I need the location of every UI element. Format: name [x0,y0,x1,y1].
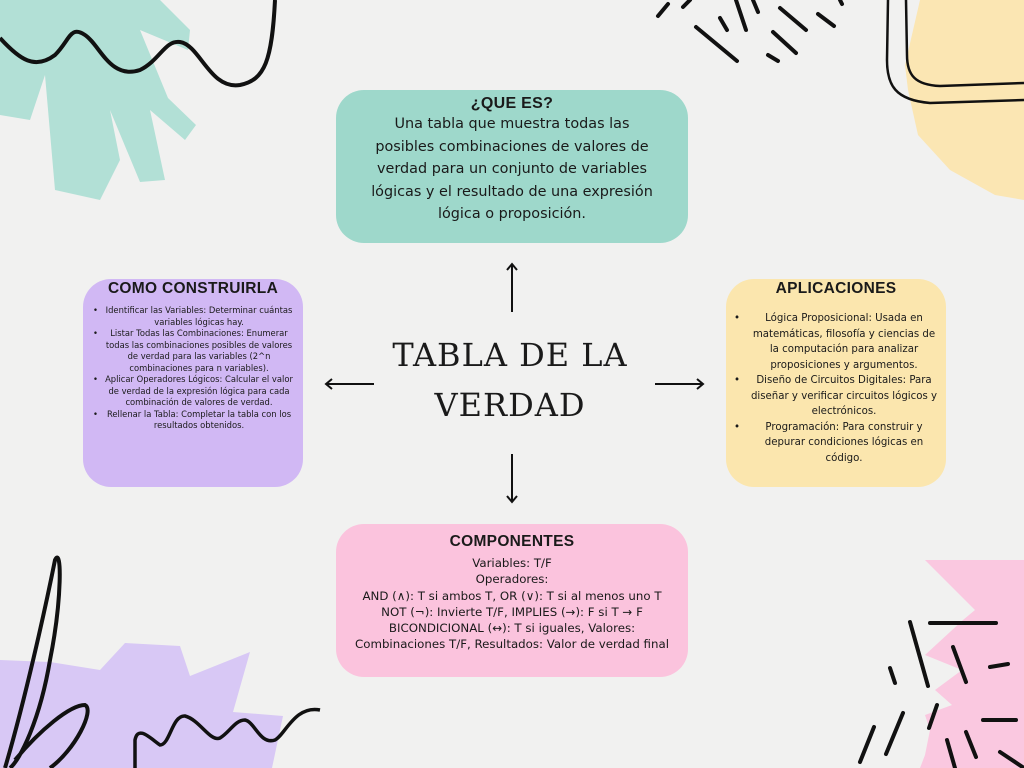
aplicaciones-list [732,311,940,466]
arrow-down-icon [504,452,520,504]
que-es-heading: ¿QUE ES? [470,95,554,112]
list-item: • Identificar las Variables: Determinar cuántas variables lógicas hay. [91,305,295,328]
que-es-body: Una tabla que muestra todas las posibles combinaciones de valores de verdad para un conjunto de variables lógicas y el resultado de una expresión lógica o proposición. [371,116,653,222]
componentes-line: BICONDICIONAL (↔): T si iguales, Valores: [388,621,636,636]
list-item: • Listar Todas las Combinaciones: Enumerar todas las combinaciones posibles de valores de verdad para las variables (2^n combinaciones para n variables). [91,328,295,374]
list-item: • Diseño de Circuitos Digitales: Para diseñar y verificar circuitos lógicos y electrónicos. [732,373,940,420]
componentes-line: Operadores: [475,572,549,587]
componentes-line: NOT (¬): Invierte T/F, IMPLIES (→): F si T → F [381,604,643,619]
outline-loop-shape [887,0,1024,103]
aplicaciones-heading: APLICACIONES [775,280,897,297]
squiggle-line [0,0,275,85]
loop-line [5,558,88,768]
arrow-right-icon [653,376,705,392]
arrow-left-icon [324,376,376,392]
teal-splash-shape [0,0,196,200]
componentes-card [336,524,688,677]
componentes-line: Variables: T/F [472,556,552,570]
componentes-heading: COMPONENTES [449,533,575,550]
componentes-line: Combinaciones T/F, Resultados: Valor de verdad final [355,637,669,652]
list-item: • Programación: Para construir y depurar condiciones lógicas en código. [732,420,940,467]
central-title: TABLA DE LA VERDAD [392,336,628,424]
dash-marks-top [658,0,842,61]
aplicaciones-card [726,279,946,487]
componentes-line: AND (∧): T si ambos T, OR (∨): T si al menos uno T [362,588,662,603]
yellow-blob-shape [905,0,1024,200]
list-item: • Aplicar Operadores Lógicos: Calcular el valor de verdad de la expresión lógica para cada combinación de valores de verdad. [91,374,295,409]
como-heading: COMO CONSTRUIRLA [107,280,279,297]
dash-marks-bottom [860,622,1024,768]
squiggle-line-bottom [135,709,320,768]
que-es-card [336,90,688,243]
list-item: • Rellenar la Tabla: Completar la tabla con los resultados obtenidos. [91,409,295,432]
como-list [91,305,295,432]
purple-splash-shape [0,643,283,768]
como-construirla-card [83,279,303,487]
arrow-up-icon [504,262,520,314]
list-item: • Lógica Proposicional: Usada en matemáticas, filosofía y ciencias de la computación para analizar proposiciones y argumentos. [732,311,940,373]
pink-splash-shape [920,560,1024,768]
